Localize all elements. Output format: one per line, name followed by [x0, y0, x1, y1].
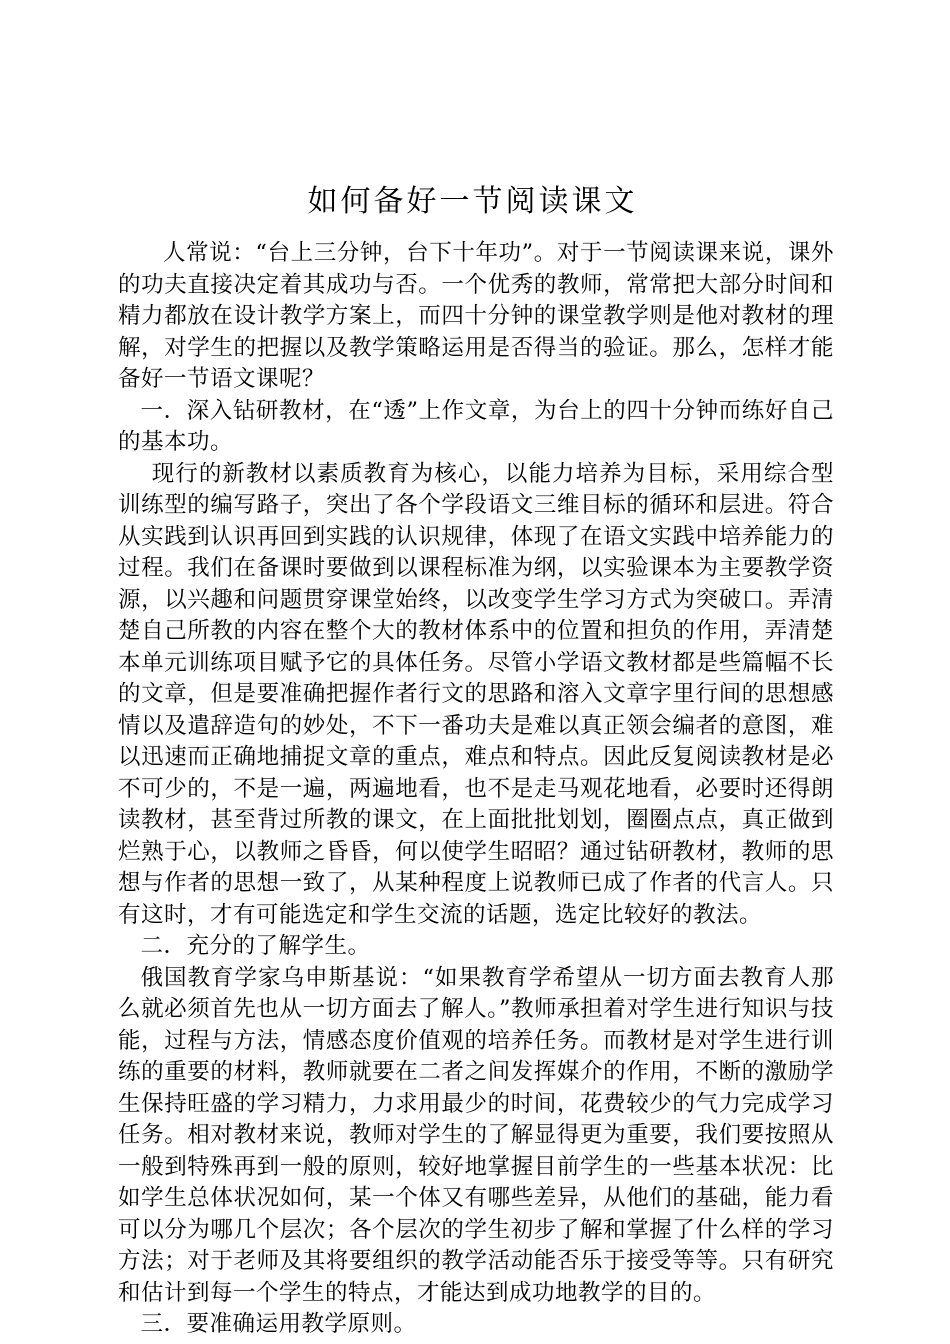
paragraph-intro: 人常说：“台上三分钟，台下十年功”。对于一节阅读课来说，课外的功夫直接决定着其成功与否。一个优秀的教师，常常把大部分时间和精力都放在设计教学方案上，而四十分钟的课堂教学则是他对教材的理解，对学生的把握以及教学策略运用是否得当的验证。那么，怎样才能备好一节语文课呢？	[118, 240, 834, 392]
paragraph-section-1: 现行的新教材以素质教育为核心，以能力培养为目标，采用综合型训练型的编写路子，突出了各个学段语文三维目标的循环和层进。符合从实践到认识再回到实践的认识规律，体现了在语文实践中培养能力的过程。我们在备课时要做到以课程标准为纲，以实验课本为主要教学资源，以兴趣和问题贯穿课堂始终，以改变学生学习方式为突破口。弄清楚自己所教的内容在整个大的教材体系中的位置和担负的作用，弄清楚本单元训练项目赋予它的具体任务。尽管小学语文教材都是些篇幅不长的文章，但是要准确把握作者行文的思路和溶入文章字里行间的思想感情以及遣辞造句的妙处，不下一番功夫是难以真正领会编者的意图，难以迅速而正确地捕捉文章的重点，难点和特点。因此反复阅读教材是必不可少的，不是一遍，两遍地看，也不是走马观花地看，必要时还得朗读教材，甚至背过所教的课文，在上面批批划划，圈圈点点，真正做到烂熟于心，以教师之昏昏，何以使学生昭昭？通过钻研教材，教师的思想与作者的思想一致了，从某种程度上说教师已成了作者的代言人。只有这时，才有可能选定和学生交流的话题，选定比较好的教法。	[118, 460, 834, 928]
heading-section-1: 一．深入钻研教材，在“透”上作文章，为台上的四十分钟而练好自己的基本功。	[118, 397, 834, 455]
heading-section-2: 二．充分的了解学生。	[140, 933, 371, 959]
heading-section-3: 三．要准确运用教学原则。	[140, 1311, 417, 1337]
document-body	[118, 238, 834, 1341]
document-title: 如何备好一节阅读课文	[307, 184, 638, 219]
paragraph-section-2: 俄国教育学家乌申斯基说：“如果教育学希望从一切方面去教育人那么就必须首先也从一切方面去了解人。”教师承担着对学生进行知识与技能，过程与方法，情感态度价值观的培养任务。而教材是对学生进行训练的重要的材料，教师就要在二者之间发挥媒介的作用，不断的激励学生保持旺盛的学习精力，力求用最少的时间，花费较少的气力完成学习任务。相对教材来说，教师对学生的了解显得更为重要，我们要按照从一般到特殊再到一般的原则，较好地掌握目前学生的一些基本状况：比如学生总体状况如何，某一个体又有哪些差异，从他们的基础，能力看可以分为哪几个层次；各个层次的学生初步了解和掌握了什么样的学习方法；对于老师及其将要组织的教学活动能否乐于接受等等。只有研究和估计到每一个学生的特点，才能达到成功地教学的目的。	[118, 964, 834, 1306]
